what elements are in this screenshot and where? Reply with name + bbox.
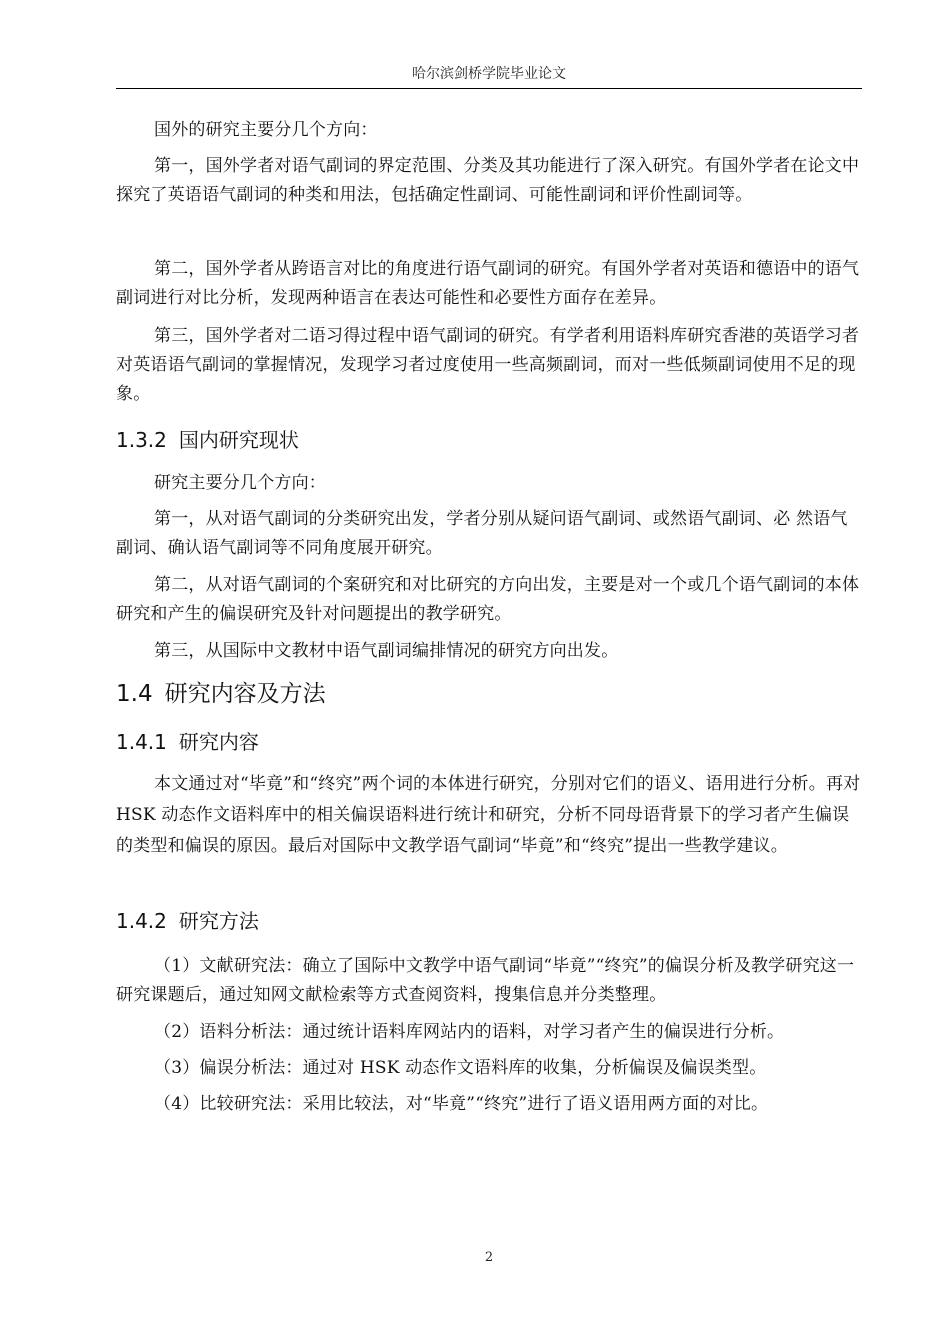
paragraph-research-content [116, 769, 862, 862]
paragraph-foreign-intro [116, 116, 862, 145]
paragraph-text: （1）文献研究法：确立了国际中文教学中语气副词“毕竟”“终究”的偏误分析及教学研究这一研究课题后，通过知网文献检索等方式查阅资料，搜集信息并分类整理。 [116, 956, 855, 1005]
page-header: 哈尔滨剑桥学院毕业论文 [412, 66, 566, 82]
heading-number: 1.4.1 [116, 730, 167, 754]
paragraph-text: 国外的研究主要分几个方向： [154, 120, 378, 140]
paragraph-domestic-first [116, 505, 862, 563]
method-item-2 [116, 1018, 862, 1047]
paragraph-foreign-third [116, 322, 862, 409]
paragraph-text: 第一，从对语气副词的分类研究出发，学者分别从疑问语气副词、或然语气副词、必 然语气副词、确认语气副词等不同角度展开研究。 [116, 509, 848, 558]
paragraph-domestic-third [116, 637, 862, 666]
heading-number: 1.4 [116, 681, 153, 707]
header-divider [116, 88, 862, 89]
heading-text: 研究方法 [178, 909, 259, 933]
heading-text: 国内研究现状 [178, 428, 299, 452]
paragraph-text: 本文通过对“毕竟”和“终究”两个词的本体进行研究，分别对它们的语义、语用进行分析。再对 HSK 动态作文语料库中的相关偏误语料进行统计和研究，分析不同母语背景下的学习者产生偏误的类型和偏误的原因。最后对国际中文教学语气副词“毕竟”和“终究”提出一些教学建议。 [116, 774, 861, 856]
paragraph-text: 第二，国外学者从跨语言对比的角度进行语气副词的研究。有国外学者对英语和德语中的语气副词进行对比分析，发现两种语言在表达可能性和必要性方面存在差异。 [116, 259, 860, 308]
paragraph-domestic-intro [116, 469, 862, 498]
paragraph-text: 第二，从对语气副词的个案研究和对比研究的方向出发，主要是对一个或几个语气副词的本体研究和产生的偏误研究及针对问题提出的教学研究。 [116, 575, 860, 624]
section-heading-1-3-2 [116, 426, 862, 454]
heading-text: 研究内容及方法 [164, 681, 326, 707]
paragraph-foreign-second [116, 255, 862, 313]
paragraph-foreign-first [116, 152, 862, 210]
paragraph-text: （3）偏误分析法：通过对 HSK 动态作文语料库的收集，分析偏误及偏误类型。 [154, 1058, 767, 1078]
page-number: 2 [484, 1250, 494, 1265]
section-heading-1-4-1 [116, 728, 862, 756]
method-item-1 [116, 952, 862, 1010]
paragraph-text: 第三，国外学者对二语习得过程中语气副词的研究。有学者利用语料库研究香港的英语学习者对英语语气副词的掌握情况，发现学习者过度使用一些高频副词，而对一些低频副词使用不足的现象。 [116, 326, 860, 404]
section-heading-1-4 [116, 679, 862, 709]
paragraph-domestic-second [116, 571, 862, 629]
heading-number: 1.4.2 [116, 909, 167, 933]
method-item-4 [116, 1090, 862, 1119]
paragraph-text: 第一，国外学者对语气副词的界定范围、分类及其功能进行了深入研究。有国外学者在论文中探究了英语语气副词的种类和用法，包括确定性副词、可能性副词和评价性副词等。 [116, 156, 860, 205]
paragraph-text: 第三，从国际中文教材中语气副词编排情况的研究方向出发。 [154, 641, 619, 661]
paragraph-text: 研究主要分几个方向： [154, 473, 326, 493]
heading-text: 研究内容 [178, 730, 259, 754]
paragraph-text: （4）比较研究法：采用比较法，对“毕竟”“终究”进行了语义语用两方面的对比。 [154, 1094, 769, 1114]
paragraph-text: （2）语料分析法：通过统计语料库网站内的语料，对学习者产生的偏误进行分析。 [154, 1022, 785, 1042]
heading-number: 1.3.2 [116, 428, 167, 452]
section-heading-1-4-2 [116, 907, 862, 935]
method-item-3 [116, 1054, 862, 1083]
